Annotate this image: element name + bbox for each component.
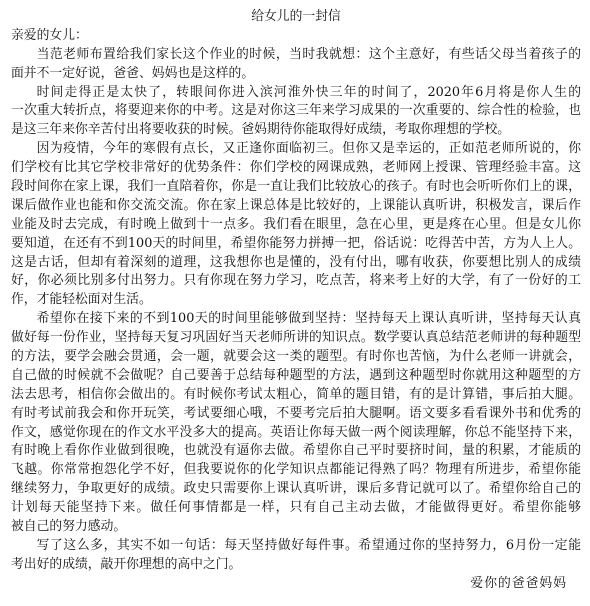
paragraph-line: 作文，感觉你现在的作文水平没多大的提高。英语让你每天做一两个阅读理解，你总不能坚持下来， [11,424,581,440]
paragraph-line: 的方法，要学会融会贯通，会一题，就要会这一类的题型。有时你也苦恼，为什么老师一讲就会， [11,349,581,365]
paragraph-line: 有时晚上看你作业做到很晚，也就没有逼你去做。希望你自己平时要挤时间，量的积累，才能质的 [11,443,581,459]
paragraph-line: 作，才能轻松面对生活。 [11,292,152,308]
paragraph-line: 们学校有比其它学校非常好的优势条件：你们学校的网课成熟，老师网上授课、管理经验丰富。这 [11,160,581,176]
paragraph-line: 计划每天能坚持下来。做任何事情都是一样，只有自己主动去做，才能做得更好。希望你能够 [11,500,581,516]
letter-paragraph-2 [11,84,581,141]
paragraph-line: 时间走得正是太快了，转眼间你进入滨河淮外快三年的时间了，2020年6月将是你人生的 [36,84,581,100]
letter-title: 给女儿的一封信 [251,9,341,24]
paragraph-line: 飞越。你常常抱怨化学不好，但我要说你的化学知识点都能记得熟了吗？物理有所进步，希望你能 [11,462,581,478]
paragraph-line: 要知道，在还有不到100天的时间里，希望你能努力拼搏一把，俗话说：吃得苦中苦，方为人上人。 [11,235,581,251]
paragraph-line: 自己做的时候就不会做呢？自己要善于总结每种题型的方法，遇到这种题型时你就用这种题型的方 [11,367,581,383]
paragraph-line: 段时间你在家上课，我们一直陪着你，你是一直让我们比较放心的孩子。有时也会听听你们上的课， [11,179,581,195]
paragraph-line: 一次重大转折点，将要迎来你的中考。这是对你这三年来学习成果的一次重要的、综合性的检验，也 [11,103,581,119]
paragraph-line: 被自己的努力感动。 [11,519,127,535]
paragraph-line: 因为疫情，今年的寒假有点长，又正逢你面临初三。但你又是幸运的，正如范老师所说的，你 [36,141,581,157]
paragraph-line: 是这三年来你辛苦付出将要收获的时候。爸妈期待你能取得好成绩，考取你理想的学校。 [11,122,511,138]
paragraph-line: 有时考试前我会和你开玩笑，考试要细心哦，不要考完后拍大腿啊。语文要多看看课外书和优秀的 [11,405,581,421]
paragraph-line: 继续努力，争取更好的成绩。政史只需要你上课认真听讲，课后多背记就可以了。希望你给自己的 [11,481,581,497]
letter-paragraph-4 [11,310,581,537]
paragraph-line: 面并不一定好说，爸爸、妈妈也是这样的。 [11,65,255,81]
paragraph-line: 好，你必须比别多付出努力。只有你现在努力学习，吃点苦，将来考上好的大学，有了一份好的工 [11,273,581,289]
letter-paragraph-5 [11,537,581,575]
letter-signature: 爱你的爸爸妈妈 [470,575,567,591]
letter-salutation: 亲爱的女儿： [11,27,88,43]
paragraph-line: 写了这么多，其实不如一句话：每天坚持做好每件事。希望通过你的坚持努力，6月份一定能 [36,537,581,553]
letter-paragraph-1 [11,46,581,84]
paragraph-line: 做好每一份作业，坚持每天复习巩固好当天老师所讲的知识点。数学要认真总结范老师讲的每种题型 [11,330,581,346]
paragraph-line: 希望你在接下来的不到100天的时间里能够做到坚持：坚持每天上课认真听讲，坚持每天认真 [36,311,581,327]
paragraph-line: 当范老师布置给我们家长这个作业的时候，当时我就想：这个主意好，有些话父母当着孩子的 [36,46,581,62]
paragraph-line: 业能及时去完成，有时晚上做到十一点多。我们看在眼里，急在心里，更是疼在心里。但是女儿你 [11,216,581,232]
paragraph-line: 课后做作业也能和你交流交流。你在家上课总体是比较好的，上课能认真听讲，积极发言，课后作 [11,197,581,213]
letter-paragraph-3 [11,140,581,310]
paragraph-line: 法去思考，相信你会做出的。有时候你考试太粗心，简单的题目错，有的是计算错，事后拍大腿。 [11,386,581,402]
paragraph-line: 考出好的成绩，敲开你理想的高中之门。 [11,556,242,572]
paragraph-line: 这是古话，但却有着深刻的道理，这我想你也是懂的，没有付出，哪有收获，你要想比别人的成绩 [11,254,581,270]
